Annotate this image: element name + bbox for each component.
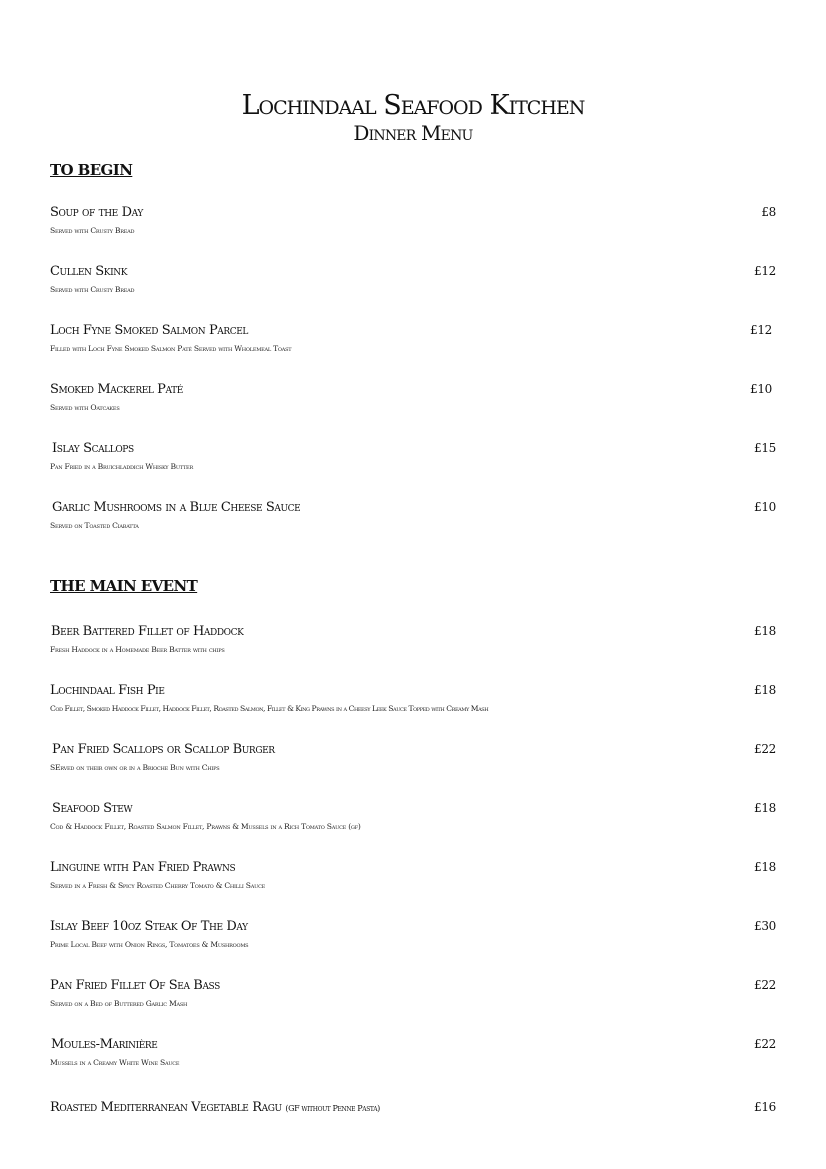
item-name: Soup of the Day: [50, 205, 143, 220]
item-price: £12: [753, 264, 776, 278]
item-price: £10: [753, 500, 776, 514]
item-name: Pan Fried Scallops or Scallop Burger: [52, 742, 275, 757]
item-price: £30: [753, 919, 776, 933]
item-price: £18: [753, 683, 776, 697]
item-price: £18: [753, 860, 776, 874]
item-price: £18: [753, 801, 776, 815]
item-name: Islay Beef 10oz Steak Of The Day: [50, 919, 248, 934]
item-description: Served on a Bed of Buttered Garlic Mash: [50, 999, 188, 1008]
item-name: Linguine with Pan Fried Prawns: [50, 860, 236, 875]
item-name-text: Roasted Mediterranean Vegetable Ragu: [50, 1100, 282, 1115]
item-price: £16: [753, 1100, 776, 1114]
item-description: Cod & Haddock Fillet, Roasted Salmon Fillet, Prawns & Mussels in a Rich Tomato Sauce (gf): [50, 822, 361, 831]
item-name: Beer Battered Fillet of Haddock: [51, 624, 244, 639]
item-price: £18: [753, 624, 776, 638]
item-name: Moules-Marinière: [51, 1037, 158, 1052]
item-name: Garlic Mushrooms in a Blue Cheese Sauce: [52, 500, 301, 515]
section-heading-to-begin: TO BEGIN: [50, 161, 133, 179]
item-price: £22: [753, 742, 776, 756]
menu-title: Dinner Menu: [353, 121, 473, 145]
item-description: Filled with Loch Fyne Smoked Salmon Paté Served with Wholemeal Toast: [50, 344, 292, 353]
item-name: Lochindaal Fish Pie: [50, 683, 165, 698]
item-description: SErved on their own or in a Brioche Bun with Chips: [50, 763, 220, 772]
item-description: Pan Fried in a Bruichladdich Whisky Butter: [50, 462, 193, 471]
item-description: Cod Fillet, Smoked Haddock Fillet, Haddock Fillet, Roasted Salmon, Fillet & King Prawns in a Cheesy Leek Sauce Topped with Creamy Mash: [50, 704, 489, 713]
item-name: Cullen Skink: [50, 264, 128, 279]
item-name: Islay Scallops: [52, 441, 134, 456]
dietary-note: (GF without Penne Pasta): [285, 1104, 380, 1113]
item-price: £22: [753, 1037, 776, 1051]
item-price: £22: [753, 978, 776, 992]
item-price: £8: [761, 205, 776, 219]
item-description: Fresh Haddock in a Homemade Beer Batter with chips: [50, 645, 225, 654]
item-description: Mussels in a Creamy White Wine Sauce: [50, 1058, 180, 1067]
item-description: Served with Crusty Bread: [50, 285, 135, 294]
item-price: £12: [749, 323, 772, 337]
item-name: Pan Fried Fillet Of Sea Bass: [50, 978, 220, 993]
item-name: Smoked Mackerel Paté: [50, 382, 183, 397]
item-price: £10: [749, 382, 772, 396]
restaurant-name: Lochindaal Seafood Kitchen: [241, 90, 585, 122]
item-name: Loch Fyne Smoked Salmon Parcel: [50, 323, 248, 338]
item-price: £15: [753, 441, 776, 455]
item-name: [50, 1100, 380, 1115]
item-description: Prime Local Beef with Onion Rings, Tomatoes & Mushrooms: [50, 940, 249, 949]
item-description: Served with Crusty Bread: [50, 226, 135, 235]
item-description: Served with Oatcakes: [50, 403, 120, 412]
section-heading-main-event: THE MAIN EVENT: [50, 577, 198, 595]
item-description: Served in a Fresh & Spicy Roasted Cherry Tomato & Chilli Sauce: [50, 881, 266, 890]
item-description: Served on Toasted Ciabatta: [50, 521, 139, 530]
item-name: Seafood Stew: [52, 801, 133, 816]
